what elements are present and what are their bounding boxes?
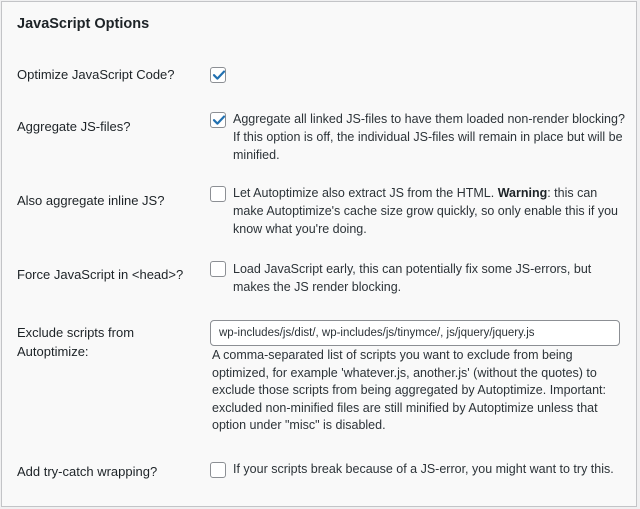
aggregate-js-checkbox[interactable] (210, 112, 226, 128)
optimize-js-label: Optimize JavaScript Code? (17, 67, 175, 82)
force-head-description: Load JavaScript early, this can potentially fix some JS-errors, but makes the JS render blocking. (233, 262, 592, 294)
exclude-scripts-label: Exclude scripts from Autoptimize: (17, 325, 135, 359)
aggregate-js-label: Aggregate JS-files? (17, 119, 131, 134)
aggregate-js-description: Aggregate all linked JS-files to have them loaded non-render blocking? If this option is off, the individual JS-files will remain in place but will be minified. (233, 112, 625, 162)
inline-js-description-pre: Let Autoptimize also extract JS from the HTML. (233, 186, 498, 200)
inline-js-description (233, 184, 625, 238)
exclude-scripts-input[interactable]: wp-includes/js/dist/, wp-includes/js/tinymce/, js/jquery/jquery.js (210, 320, 620, 346)
force-head-checkbox[interactable] (210, 261, 226, 277)
optimize-js-checkbox[interactable] (210, 67, 226, 83)
section-title: JavaScript Options (17, 16, 150, 32)
inline-js-checkbox[interactable] (210, 186, 226, 202)
force-head-label: Force JavaScript in <head>? (17, 267, 184, 282)
warning-label: Warning (497, 186, 548, 200)
trycatch-checkbox[interactable] (210, 462, 226, 478)
exclude-scripts-help: A comma-separated list of scripts you want to exclude from being optimized, for example 'whatever.js, another.js' (without the quotes) to exclude those scripts from being aggregated by Autoptimize. Important: excluded non-minified files are still minified by Autoptimize unless that option under "misc" is disabled. (212, 348, 606, 432)
checkmark-icon (210, 66, 228, 84)
inline-js-label: Also aggregate inline JS? (17, 193, 165, 208)
settings-panel (1, 1, 637, 507)
checkmark-icon (210, 111, 228, 129)
trycatch-label: Add try-catch wrapping? (17, 464, 158, 479)
inline-js-description-post: : this can make Autoptimize's cache size grow quickly, so only enable this if you know what you're doing. (233, 186, 618, 236)
trycatch-description: If your scripts break because of a JS-error, you might want to try this. (233, 462, 614, 476)
